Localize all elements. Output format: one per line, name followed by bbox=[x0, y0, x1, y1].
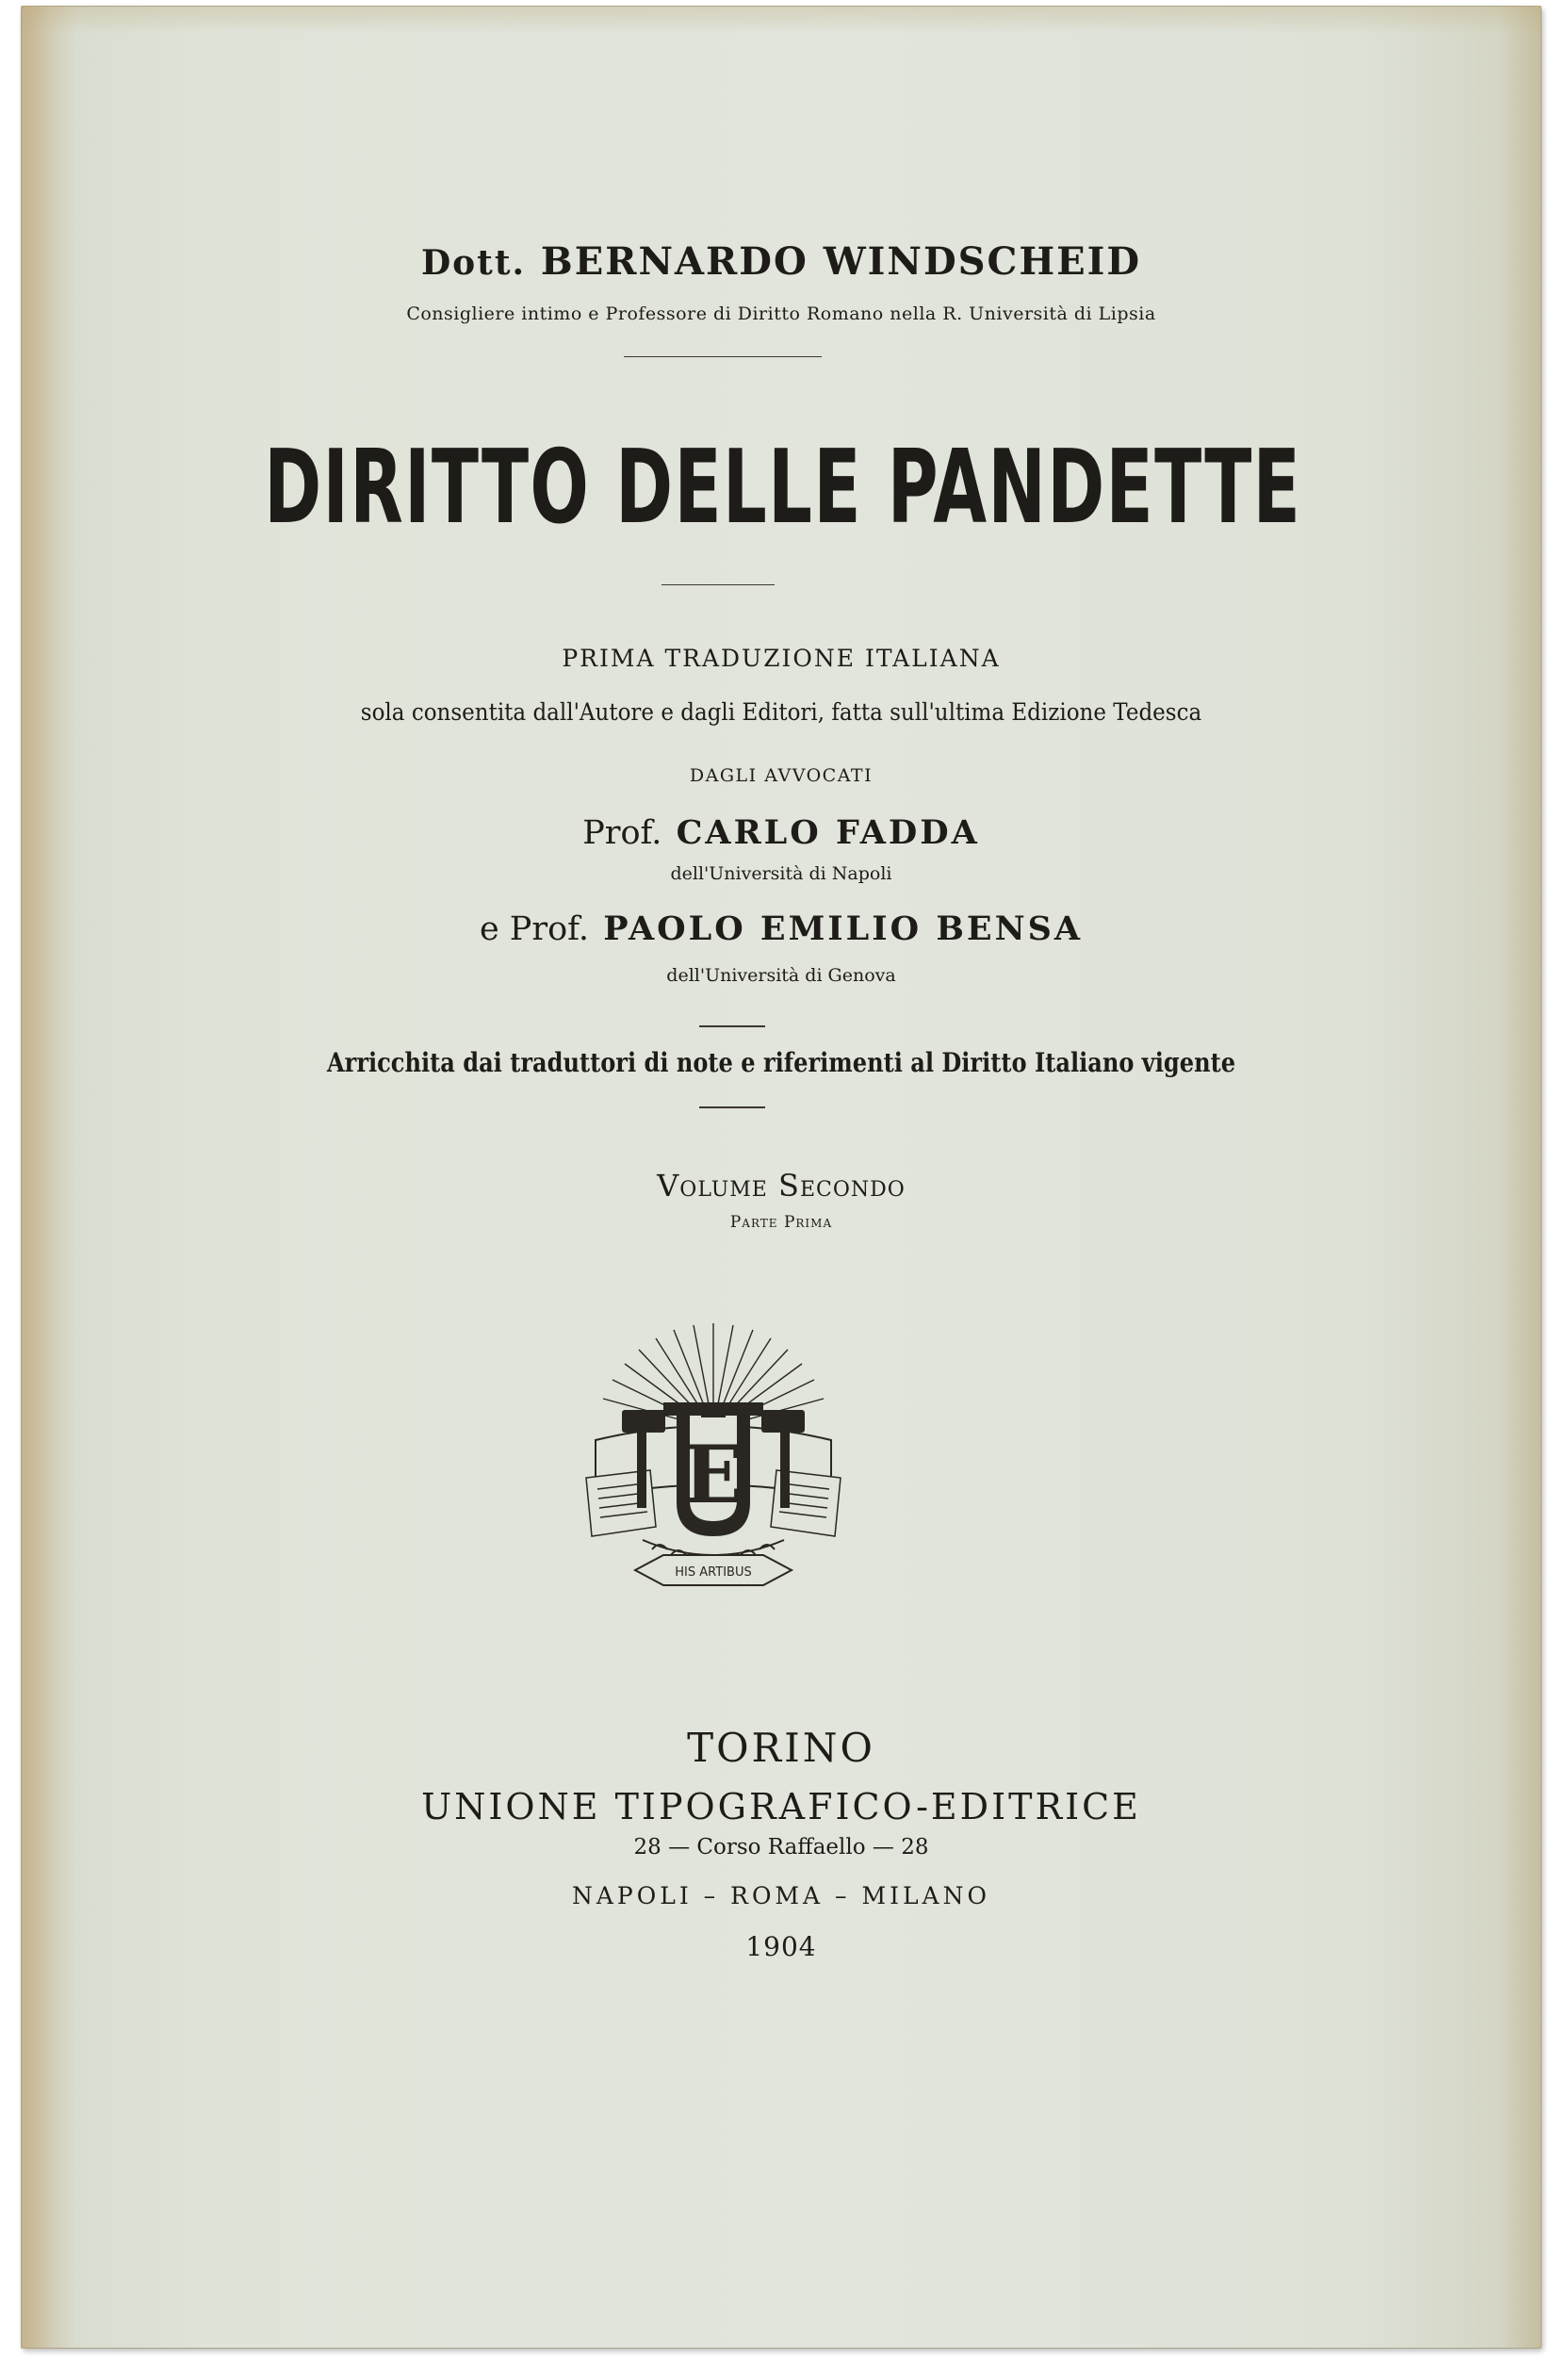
translator-1-prefix: Prof. bbox=[582, 814, 662, 852]
translator-1-affiliation: dell'Università di Napoli bbox=[670, 863, 892, 884]
laurel-icon bbox=[643, 1540, 784, 1555]
imprint-address: 28 — Corso Raffaello — 28 bbox=[633, 1835, 929, 1859]
imprint-year: 1904 bbox=[745, 1931, 817, 1962]
svg-text:E: E bbox=[682, 1428, 744, 1521]
book-cover bbox=[21, 6, 1542, 2349]
enrichment-note: Arricchita dai traduttori di note e riferimenti al Diritto Italiano vigente bbox=[326, 1047, 1236, 1078]
translator-2 bbox=[21, 909, 1542, 948]
translation-edition: PRIMA TRADUZIONE ITALIANA bbox=[562, 645, 1001, 672]
monogram-icon bbox=[663, 1402, 763, 1536]
translator-2-name: PAOLO EMILIO BENSA bbox=[603, 909, 1084, 948]
author-name: BERNARDO WINDSCHEID bbox=[540, 239, 1142, 284]
volume-label: Volume Secondo bbox=[657, 1168, 906, 1204]
motto-text: HIS ARTIBUS bbox=[675, 1565, 752, 1580]
part-label: Parte Prima bbox=[729, 1213, 833, 1232]
translator-1 bbox=[21, 813, 1542, 852]
translators-intro: DAGLI AVVOCATI bbox=[689, 765, 874, 786]
divider bbox=[699, 1106, 765, 1108]
author-line bbox=[21, 239, 1542, 284]
translation-consent: sola consentita dall'Autore e dagli Editori, fatta sull'ultima Edizione Tedesca bbox=[360, 698, 1202, 726]
book-title: DIRITTO DELLE PANDETTE bbox=[264, 429, 1302, 547]
author-role: Consigliere intimo e Professore di Diritto Romano nella R. Università di Lipsia bbox=[406, 303, 1156, 324]
motto-ribbon bbox=[635, 1555, 792, 1585]
imprint-city: TORINO bbox=[687, 1725, 875, 1771]
translator-2-prefix: e Prof. bbox=[479, 910, 589, 948]
translator-1-name: CARLO FADDA bbox=[676, 813, 980, 852]
publisher-emblem bbox=[577, 1318, 850, 1600]
translator-2-affiliation: dell'Università di Genova bbox=[666, 965, 896, 986]
imprint-publisher: UNIONE TIPOGRAFICO-EDITRICE bbox=[421, 1786, 1141, 1827]
divider bbox=[699, 1025, 765, 1027]
divider bbox=[624, 356, 822, 357]
imprint-branches: NAPOLI – ROMA – MILANO bbox=[572, 1882, 990, 1909]
divider bbox=[662, 584, 775, 585]
author-prefix: Dott. bbox=[420, 243, 526, 283]
edge-stain-top bbox=[21, 6, 1542, 34]
